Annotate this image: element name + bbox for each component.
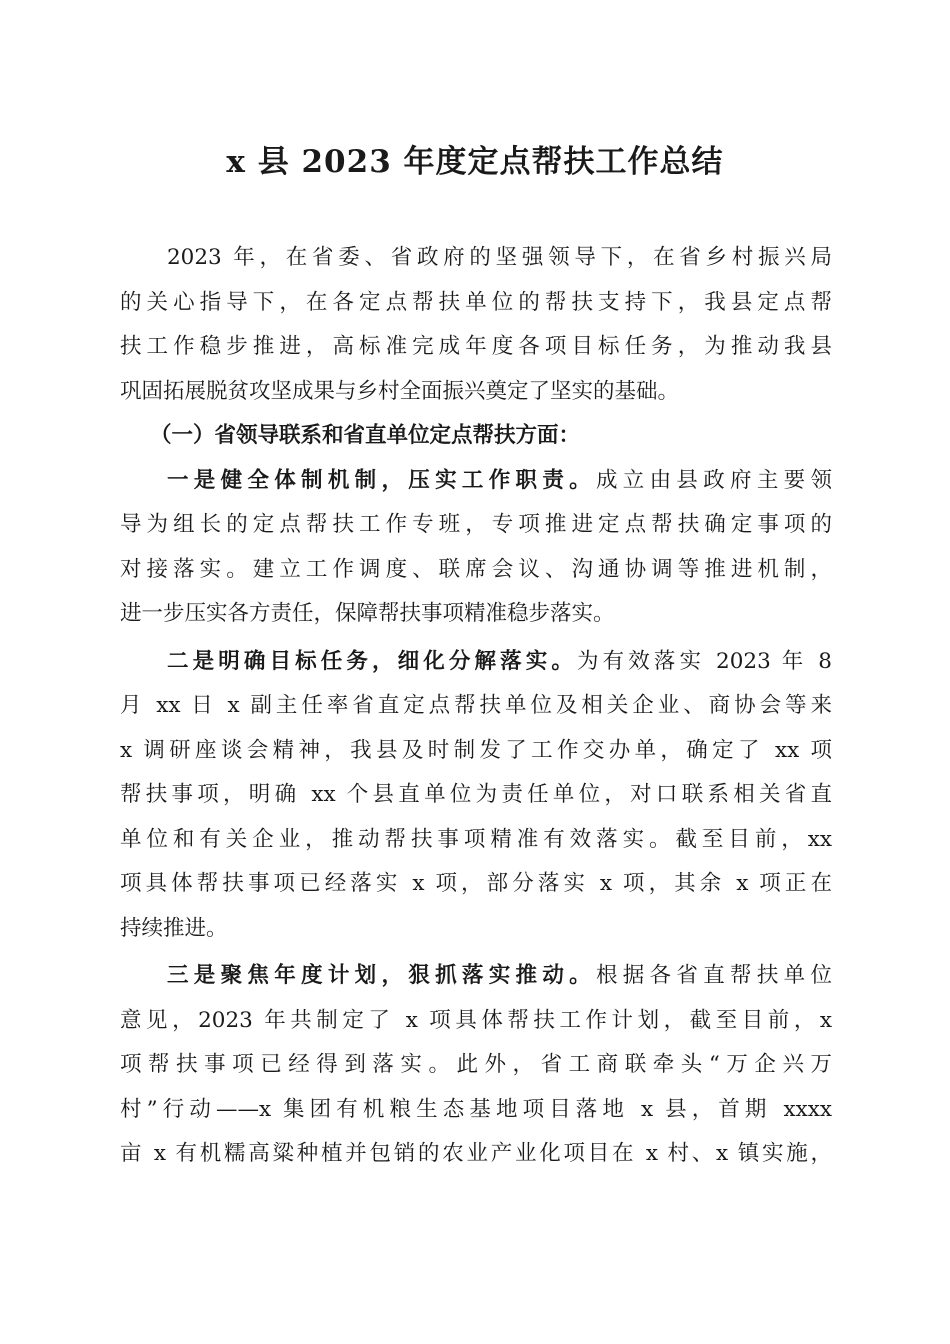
paragraph-line (120, 954, 832, 999)
paragraph-lead: 二是明确目标任务，细化分解落实。 (167, 648, 577, 674)
intro-line: 2023 年，在省委、省政府的坚强领导下，在省乡村振兴局 (167, 245, 832, 270)
paragraph-line: 导为组长的定点帮扶工作专班，专项推进定点帮扶确定事项的 (120, 512, 832, 537)
paragraph-line: 项帮扶事项已经得到落实。此外，省工商联牵头“万企兴万 (120, 1052, 832, 1077)
intro-line: 巩固拓展脱贫攻坚成果与乡村全面振兴奠定了坚实的基础。 (120, 378, 680, 404)
paragraph-text: 成立由县政府主要领 (595, 467, 832, 493)
document-title: x 县 2023 年度定点帮扶工作总结 (226, 144, 724, 180)
intro-line: 的关心指导下，在各定点帮扶单位的帮扶支持下，我县定点帮 (120, 289, 832, 315)
paragraph-lead: 三是聚焦年度计划，狠抓落实推动。 (167, 963, 596, 988)
paragraph-line: x 调研座谈会精神，我县及时制发了工作交办单，确定了 xx 项 (120, 737, 832, 763)
paragraph-line: 对接落实。建立工作调度、联席会议、沟通协调等推进机制， (120, 556, 832, 582)
document-body (120, 236, 832, 1177)
section-heading: （一）省领导联系和省直单位定点帮扶方面： (150, 423, 581, 448)
paragraph-line: 单位和有关企业，推动帮扶事项精准有效落实。截至目前，xx (120, 826, 832, 852)
paragraph-line: 亩 x 有机糯高粱种植并包销的农业产业化项目在 x 村、x 镇实施， (120, 1141, 832, 1166)
paragraph-line: 意见，2023 年共制定了 x 项具体帮扶工作计划，截至目前，x (120, 1007, 832, 1033)
paragraph-line: 持续推进。 (120, 915, 228, 941)
paragraph-line (120, 459, 832, 504)
paragraph-text: 为有效落实 2023 年 8 (576, 648, 832, 674)
paragraph-line: 进一步压实各方责任，保障帮扶事项精准稳步落实。 (120, 601, 615, 626)
paragraph-line: 月 xx 日 x 副主任率省直定点帮扶单位及相关企业、商协会等来 (120, 693, 832, 718)
paragraph-line: 村”行动——x 集团有机粮生态基地项目落地 x 县，首期 xxxx (120, 1096, 832, 1122)
paragraph-line: 帮扶事项，明确 xx 个县直单位为责任单位，对口联系相关省直 (120, 782, 832, 807)
paragraph-text: 根据各省直帮扶单位 (595, 963, 832, 988)
paragraph-line: 项具体帮扶事项已经落实 x 项，部分落实 x 项，其余 x 项正在 (120, 871, 832, 896)
paragraph-line (120, 640, 832, 685)
intro-line: 扶工作稳步推进，高标准完成年度各项目标任务，为推动我县 (120, 334, 832, 359)
paragraph-lead: 一是健全体制机制，压实工作职责。 (167, 467, 596, 493)
